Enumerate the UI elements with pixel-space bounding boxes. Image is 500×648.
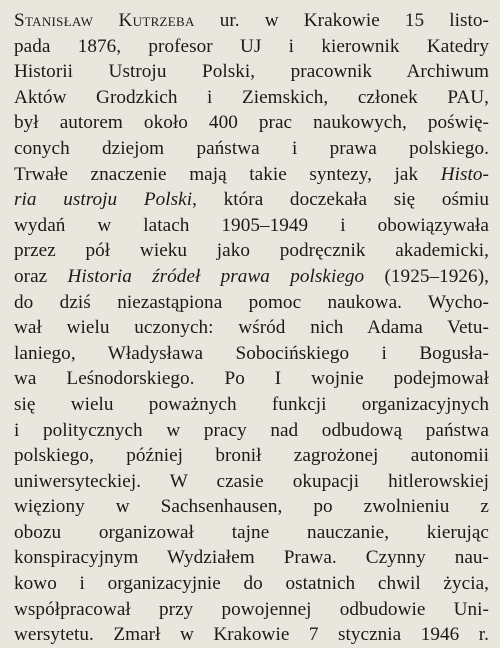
text-line [14,264,489,290]
text-line [14,213,489,239]
text-line [14,187,489,213]
text-segment: (1925–1926), [364,265,489,287]
text-segment: , która doczekała się ośmiu [192,189,489,211]
text-segment: przez pół wieku jako podręcznik akademicki, [14,240,489,262]
text-line [14,597,489,623]
text-segment: kowo i organizacyjnie do ostatnich chwil życia, [14,573,489,595]
biography-paragraph [14,8,489,648]
book-title: ria ustroju Polski [14,189,193,211]
text-line [14,418,489,444]
text-line [14,59,489,85]
text-segment: był autorem około 400 prac naukowych, poświę- [14,112,489,134]
text-line [14,366,489,392]
text-line [14,162,489,188]
text-segment: ur. w Krakowie 15 listo- [194,10,489,31]
text-line [14,85,489,111]
text-line [14,443,489,469]
text-segment: więziony w Sachsenhausen, po zwolnieniu z [14,496,489,518]
text-line [14,494,489,520]
text-line [14,571,489,597]
text-segment: Trwałe znaczenie mają takie syntezy, jak [14,163,441,185]
text-segment: do dziś niezastąpiona pomoc naukowa. Wycho- [14,291,489,313]
book-title: Histo- [440,163,489,185]
text-segment: wał wielu uczonych: wśród nich Adama Vetu- [14,317,489,339]
text-line [14,622,489,648]
text-segment: wersytetu. Zmarł w Krakowie 7 stycznia 1946 r. [14,624,489,646]
book-title: Historia źródeł prawa polskiego [67,265,365,287]
author-name: Stanisław Kutrzeba [14,10,195,31]
text-segment: i politycznych w pracy nad odbudową państwa [14,419,489,441]
text-segment: Historii Ustroju Polski, pracownik Archiwum [14,61,489,83]
text-segment: conych dziejom państwa i prawa polskiego. [14,137,489,159]
text-segment: wa Leśnodorskiego. Po I wojnie podejmował [14,368,489,390]
text-segment: Aktów Grodzkich i Ziemskich, członek PAU, [14,86,489,108]
text-line [14,520,489,546]
text-segment: laniego, Władysława Sobocińskiego i Bogusła- [14,342,489,364]
text-line [14,8,489,34]
text-segment: wydań w latach 1905–1949 i obowiązywała [14,214,489,236]
text-segment: współpracował przy powojennej odbudowie Uni- [14,598,489,620]
text-line [14,392,489,418]
text-segment: pada 1876, profesor UJ i kierownik Katedry [14,35,489,57]
text-segment: polskiego, później bronił zagrożonej autonomii [14,445,489,467]
text-line [14,136,489,162]
text-line [14,341,489,367]
text-line [14,238,489,264]
text-line [14,290,489,316]
text-segment: oraz [14,265,68,287]
text-line [14,110,489,136]
text-line [14,545,489,571]
text-line [14,315,489,341]
text-segment: konspiracyjnym Wydziałem Prawa. Czynny nau- [14,547,489,569]
text-segment: się wielu poważnych funkcji organizacyjnych [14,393,489,415]
text-segment: uniwersyteckiej. W czasie okupacji hitlerowskiej [14,470,489,492]
text-line [14,34,489,60]
text-segment: obozu organizował tajne nauczanie, kierując [14,521,489,543]
text-line [14,469,489,495]
